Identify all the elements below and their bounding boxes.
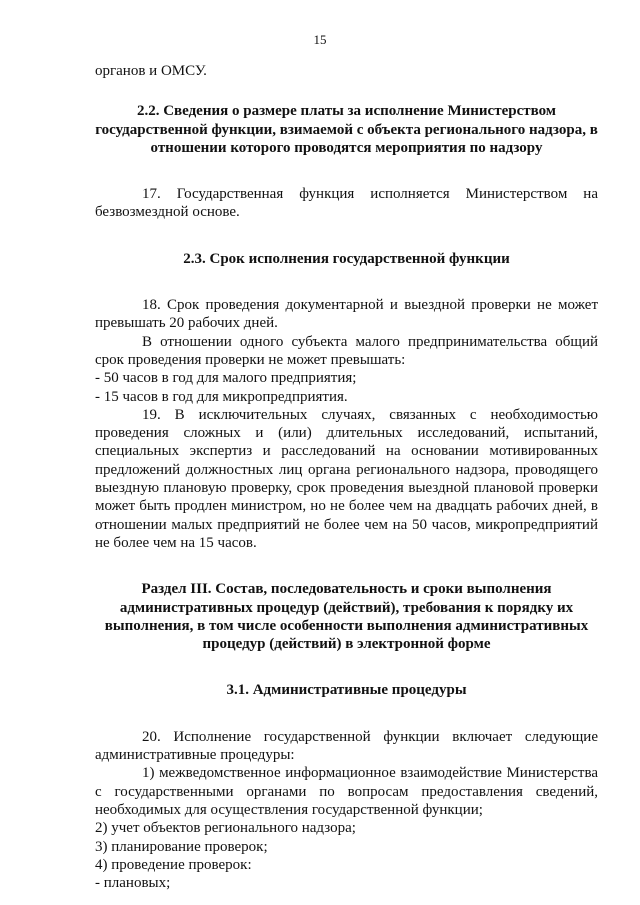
list-item-3: 3) планирование проверок;: [95, 838, 268, 855]
paragraph-20: 20. Исполнение государственной функции включает следующие административные процедуры:: [95, 728, 598, 764]
list-item-micro-enterprise: - 15 часов в год для микропредприятия.: [95, 388, 348, 405]
list-item-small-enterprise: - 50 часов в год для малого предприятия;: [95, 370, 357, 387]
paragraph-17: 17. Государственная функция исполняется Министерством на безвозмездной основе.: [95, 186, 598, 221]
heading-3-1: 3.1. Административные процедуры: [226, 682, 467, 699]
paragraph-18: 18. Срок проведения документарной и выездной проверки не может превышать 20 рабочих дней.: [95, 297, 598, 332]
heading-section-3: Раздел III. Состав, последовательность и сроки выполнения административных процедур (действий), требования к порядку их выполнения, в том числе особенности выполнения административных процедур (действий) в электронной форме: [104, 581, 589, 653]
heading-2-2: 2.2. Сведения о размере платы за исполнение Министерством государственной функции, взимаемой с объекта регионального надзора, в отношении которого проводятся мероприятия по надзору: [95, 103, 598, 156]
list-item-1: 1) межведомственное информационное взаимодействие Министерства с государственными органами по вопросам предоставления сведений, необходимых для осуществления государственной функции;: [95, 765, 598, 818]
heading-2-3: 2.3. Срок исполнения государственной функции: [183, 250, 510, 267]
list-item-4: 4) проведение проверок:: [95, 856, 252, 873]
page-content: [95, 62, 598, 892]
list-item-2: 2) учет объектов регионального надзора;: [95, 820, 356, 837]
paragraph-18-subject: В отношении одного субъекта малого предпринимательства общий срок проведения проверки не может превышать:: [95, 333, 598, 368]
list-item-planned: - плановых;: [95, 875, 171, 892]
paragraph-19: 19. В исключительных случаях, связанных с необходимостью проведения сложных и (или) длительных исследований, испытаний, специальных экспертиз и расследований на основании мотивированных предложений должностных лиц органа регионального надзора, проводящего выездную плановую проверку, срок проведения выездной плановой проверки может быть продлен министром, но не более чем на двадцать рабочих дней, в отношении малых предприятий не более чем на 50 часов, микропредприятий не более чем на 15 часов.: [95, 406, 598, 551]
paragraph-continuation: органов и ОМСУ.: [95, 63, 207, 79]
page-number: 15: [313, 32, 327, 47]
